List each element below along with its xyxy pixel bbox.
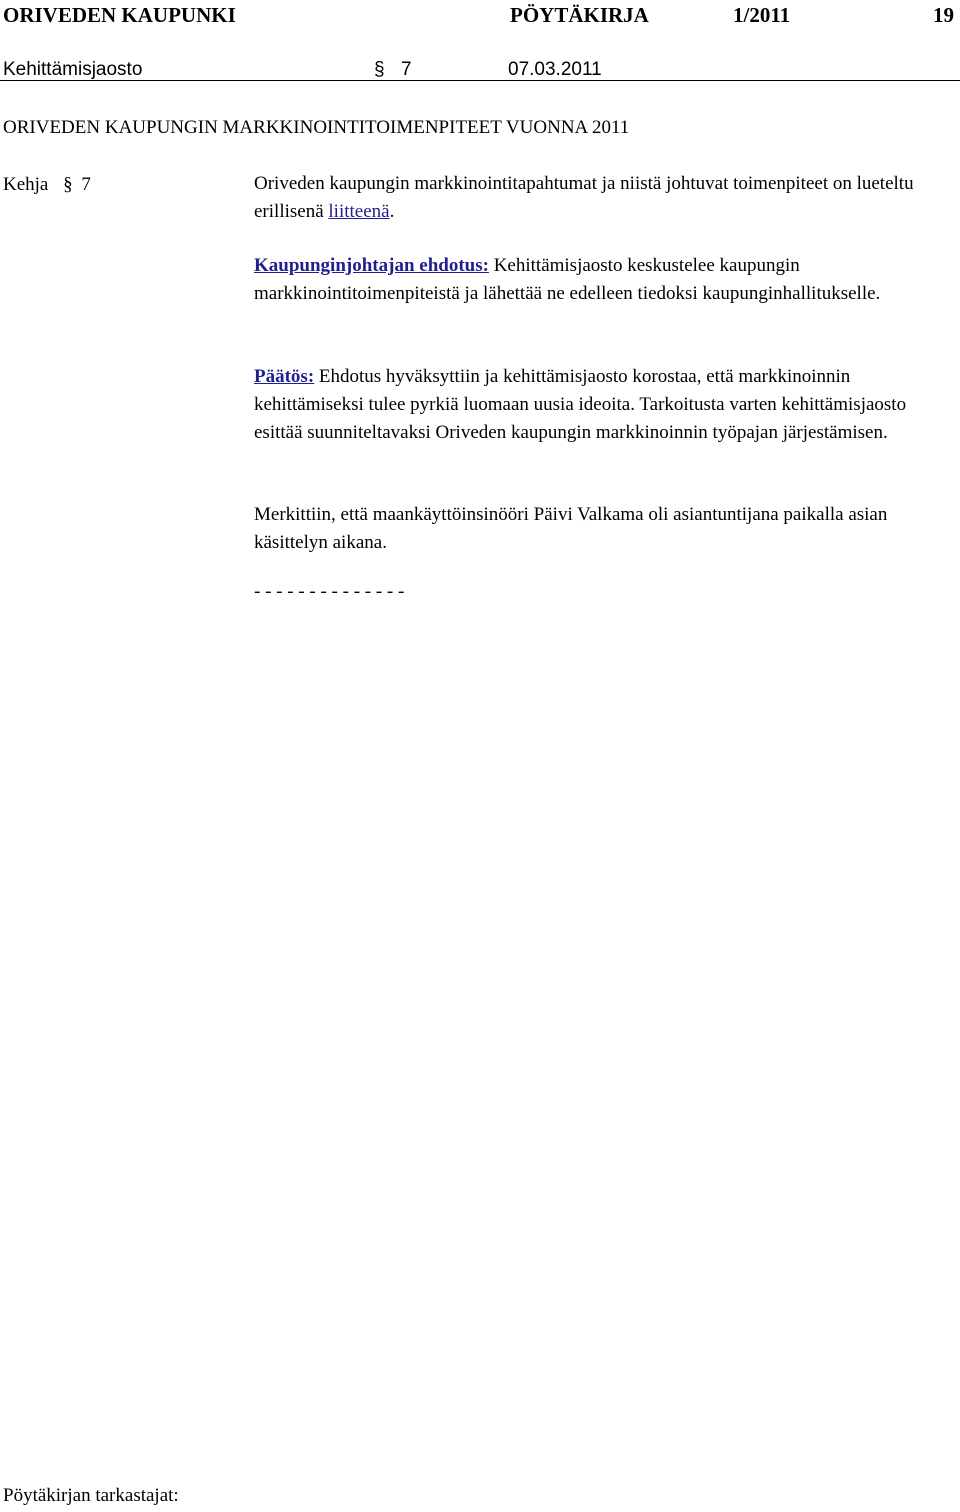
intro-text: Oriveden kaupungin markkinointitapahtumat ja niistä johtuvat toimenpiteet on lueteltu erillisenä	[254, 173, 914, 222]
section-label-symbol: §	[63, 174, 73, 195]
header-divider	[0, 80, 960, 81]
minutes-checkers-label: Pöytäkirjan tarkastajat:	[3, 1485, 179, 1506]
section-symbol: §	[374, 59, 385, 80]
proposal-text: Kehittämisjaosto keskustelee kaupungin markkinointitoimenpiteistä ja lähettää ne edelleen tiedoksi kaupunginhallitukselle.	[254, 255, 881, 304]
intro-end: .	[389, 201, 395, 222]
intro-paragraph	[254, 170, 959, 226]
document-number: 1/2011	[733, 3, 791, 27]
attachment-link[interactable]: liitteenä	[328, 201, 390, 222]
note-text: Merkittiin, että maankäyttöinsinööri Päivi Valkama oli asiantuntijana paikalla asian käsittelyn aikana.	[254, 504, 888, 553]
municipality-name: ORIVEDEN KAUPUNKI	[3, 3, 236, 27]
decision-label: Päätös:	[254, 366, 315, 387]
page-title: ORIVEDEN KAUPUNGIN MARKKINOINTITOIMENPITEET VUONNA 2011	[3, 117, 630, 138]
section-number: 7	[401, 59, 412, 80]
proposal-label: Kaupunginjohtajan ehdotus:	[254, 255, 489, 276]
document-type: PÖYTÄKIRJA	[510, 3, 649, 27]
section-label	[3, 173, 91, 197]
note-paragraph	[254, 501, 959, 557]
meeting-date: 07.03.2011	[508, 59, 602, 80]
proposal-paragraph	[254, 252, 959, 308]
page-number: 19	[933, 3, 954, 27]
decision-text: Ehdotus hyväksyttiin ja kehittämisjaosto korostaa, että markkinoinnin kehittämiseksi tulee pyrkiä luomaan uusia ideoita. Tarkoitusta varten kehittämisjaosto esittää suunniteltavaksi Oriveden kaupungin markkinoinnin työpajan järjestämisen.	[254, 366, 907, 443]
decision-paragraph	[254, 363, 959, 447]
section-label-text: Kehja	[3, 174, 49, 195]
section-separator: - - - - - - - - - - - - - -	[254, 581, 405, 602]
section-label-number: 7	[81, 174, 91, 195]
committee-name: Kehittämisjaosto	[3, 59, 143, 80]
